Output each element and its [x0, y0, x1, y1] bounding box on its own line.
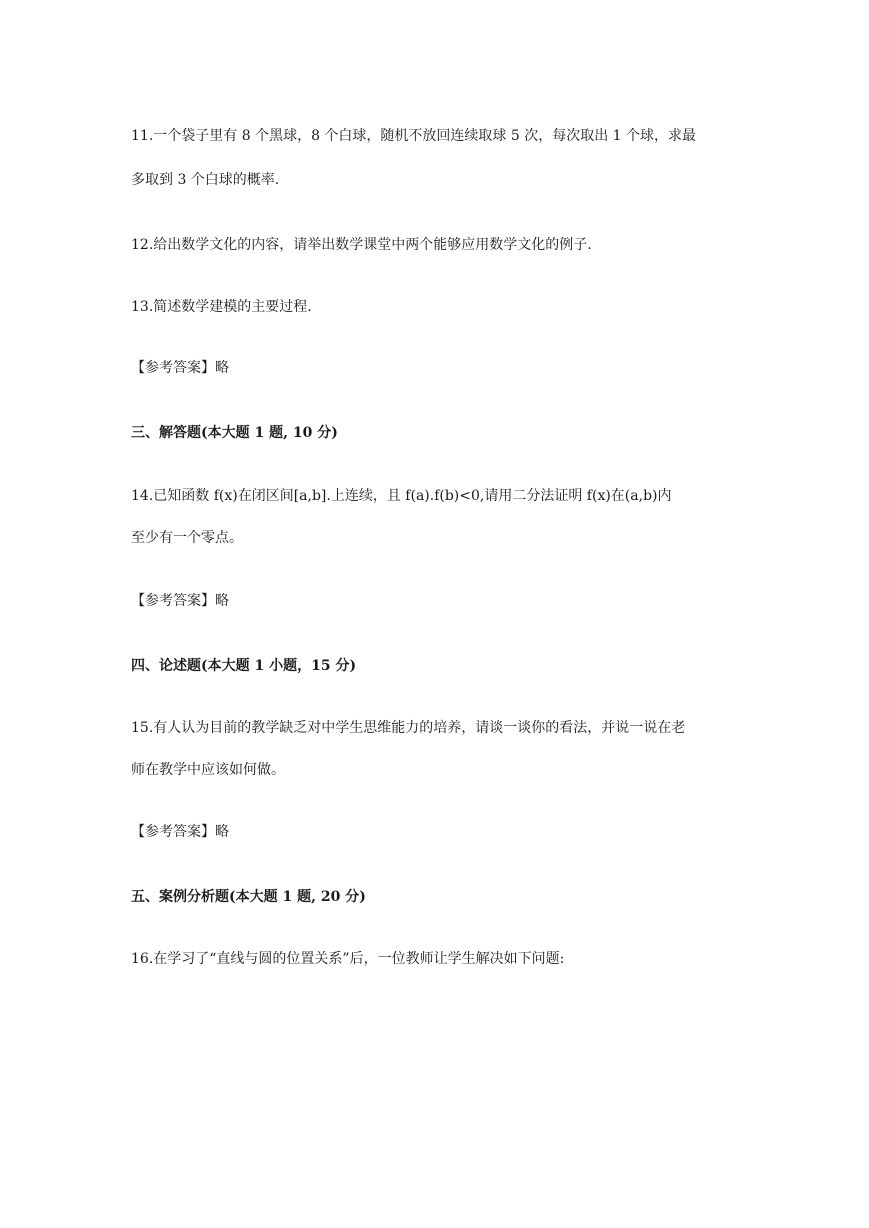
question-11-line-1: 11.一个袋子里有 8 个黑球，8 个白球，随机不放回连续取球 5 次，每次取出 1 个球，求最 [131, 128, 697, 144]
question-13: 13.简述数学建模的主要过程. [131, 299, 312, 315]
question-12: 12.给出数学文化的内容，请举出数学课堂中两个能够应用数学文化的例子. [131, 237, 592, 253]
reference-answer-1: 【参考答案】略 [131, 360, 229, 376]
question-11-line-2: 多取到 3 个白球的概率. [131, 172, 280, 188]
section-5-heading: 五、案例分析题(本大题 1 题, 20 分) [131, 889, 366, 905]
question-16: 16.在学习了“直线与圆的位置关系”后，一位教师让学生解决如下问题: [131, 951, 565, 967]
section-4-heading: 四、论述题(本大题 1 小题，15 分) [131, 658, 357, 674]
question-15-line-1: 15.有人认为目前的教学缺乏对中学生思维能力的培养，请谈一谈你的看法，并说一说在老 [131, 720, 686, 736]
reference-answer-3: 【参考答案】略 [131, 824, 229, 840]
question-14-line-1: 14.已知函数 f(x)在闭区间[a,b].上连续，且 f(a).f(b)<0,请用二分法证明 f(x)在(a,b)内 [131, 488, 672, 504]
question-14-line-2: 至少有一个零点。 [131, 530, 243, 546]
section-3-heading: 三、解答题(本大题 1 题, 10 分) [131, 425, 338, 441]
reference-answer-2: 【参考答案】略 [131, 593, 229, 609]
question-15-line-2: 师在教学中应该如何做。 [131, 762, 285, 778]
